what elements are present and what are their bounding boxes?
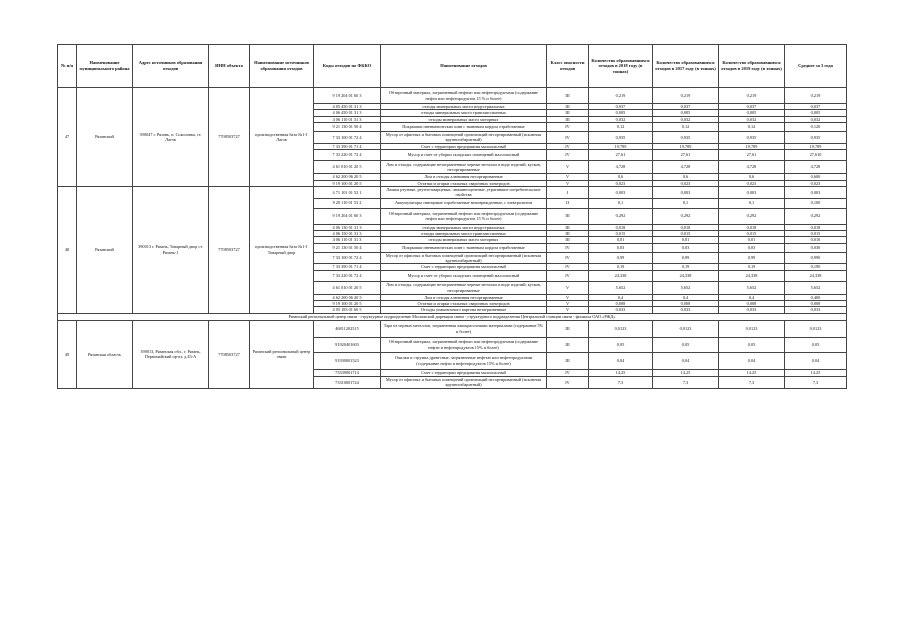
average-cell: 19,789 [785, 143, 847, 149]
value-2019-cell: 0,018 [719, 224, 785, 230]
value-2017-cell: 0,037 [653, 104, 719, 110]
waste-name-cell: Лом и отходы алюминия несортированные [381, 174, 547, 180]
hazard-class-cell: IV [547, 243, 589, 252]
source-cell: производственная база №1-1 Товарный двор [250, 186, 314, 313]
table-row [58, 320, 847, 337]
value-2017-cell: 0,01 [653, 237, 719, 243]
header-fkko: Коды отходов по ФККО [314, 45, 381, 88]
fkko-code-cell: 4 61 010 01 20 5 [314, 161, 381, 174]
value-2019-cell: 0,003 [719, 186, 785, 198]
average-cell: 0,219 [785, 88, 847, 104]
value-2019-cell: 0,032 [719, 116, 785, 122]
fkko-code-cell: 4 62 200 06 20 5 [314, 174, 381, 180]
value-2017-cell: 0,04 [653, 352, 719, 369]
value-2018-cell: 0,032 [589, 116, 653, 122]
value-2017-cell: 27,61 [653, 150, 719, 161]
hazard-class-cell: V [547, 301, 589, 307]
hazard-class-cell: V [547, 281, 589, 294]
average-cell: 0,030 [785, 243, 847, 252]
waste-name-cell: Покрышки пневматических шин с тканевым кордом отработанные [381, 123, 547, 132]
hazard-class-cell: IV [547, 150, 589, 161]
waste-name-cell: отходы минеральных масел индустриальных [381, 104, 547, 110]
waste-name-cell: Смет с территории предприятия малоопасный [381, 143, 547, 149]
average-cell: 0,032 [785, 116, 847, 122]
value-2019-cell: 0,015 [719, 230, 785, 236]
value-2019-cell: 0,008 [719, 301, 785, 307]
value-2018-cell: 0,19 [589, 264, 653, 270]
fkko-code-cell: 4 06 130 01 31 3 [314, 224, 381, 230]
hazard-class-cell: III [547, 337, 589, 352]
average-cell: 0,003 [785, 186, 847, 198]
fkko-code-cell: 9 19 100 01 20 5 [314, 180, 381, 186]
value-2019-cell: 0,6 [719, 174, 785, 180]
hazard-class-cell: V [547, 180, 589, 186]
value-2018-cell: 0,4 [589, 294, 653, 300]
fkko-code-cell: 91920401603 [314, 337, 381, 352]
waste-name-cell: Смет с территории предприятия малоопасный [381, 264, 547, 270]
value-2019-cell: 0,01 [719, 237, 785, 243]
fkko-code-cell: 4 06 110 01 31 3 [314, 116, 381, 122]
hazard-class-cell: III [547, 320, 589, 337]
hazard-class-cell: III [547, 224, 589, 230]
fkko-code-cell: 73339001714 [314, 369, 381, 376]
value-2018-cell: 0,03 [589, 243, 653, 252]
inn-cell: 7708503727 [209, 320, 250, 388]
hazard-class-cell: IV [547, 123, 589, 132]
row-number: 49 [58, 320, 77, 388]
waste-name-cell: Лампы ртутные, ртутно-кварцевые, люминесцентные, утратившие потребительские свойства [381, 186, 547, 198]
waste-name-cell: отходы минеральных масел трансмиссионных [381, 230, 547, 236]
hazard-class-cell: II [547, 198, 589, 208]
value-2019-cell: 0,12 [719, 123, 785, 132]
hazard-class-cell: III [547, 104, 589, 110]
average-cell: 0,023 [785, 180, 847, 186]
value-2017-cell: 0,19 [653, 264, 719, 270]
fkko-code-cell: 4 06 110 01 31 3 [314, 237, 381, 243]
hazard-class-cell: III [547, 352, 589, 369]
waste-name-cell: Лом и отходы, содержащие незагрязненные черные металлы в виде изделий, кусков, несортированные [381, 161, 547, 174]
waste-table [57, 44, 847, 389]
fkko-code-cell: 4 62 200 06 20 5 [314, 294, 381, 300]
average-cell: 0,100 [785, 198, 847, 208]
note-row [58, 313, 847, 320]
hazard-class-cell: III [547, 237, 589, 243]
waste-name-cell: Аккумуляторы свинцовые отработанные неповрежденные, с электролитом [381, 198, 547, 208]
value-2017-cell: 0,023 [653, 180, 719, 186]
value-2018-cell: 7,3 [589, 376, 653, 388]
waste-name-cell: Обтирочный материал, загрязненный нефтью или нефтепродуктами (содержание нефти или нефтепродуктов 15 % и более) [381, 88, 547, 104]
waste-name-cell: Тара из черных металлов, загрязненная лакокрасочными материалами (содержание 5% и более) [381, 320, 547, 337]
value-2017-cell: 0,003 [653, 186, 719, 198]
value-2017-cell: 0,4 [653, 294, 719, 300]
waste-name-cell: Мусор от офисных и бытовых помещений организаций несортированный (исключая крупногабаритный) [381, 376, 547, 388]
value-2017-cell: 0,6 [653, 174, 719, 180]
value-2019-cell: 14,25 [719, 369, 785, 376]
organization-note: Рязанский региональный центр связи - структурное подразделение Московской дирекции связи - структурного подразделения Центральной станции связи - филиала ОАО «РЖД» [58, 313, 847, 320]
value-2018-cell: 0,6 [589, 174, 653, 180]
value-2019-cell: 24,338 [719, 270, 785, 281]
hazard-class-cell: V [547, 294, 589, 300]
average-cell: 0,0123 [785, 320, 847, 337]
value-2017-cell: 0,05 [653, 337, 719, 352]
value-2017-cell: 4,728 [653, 161, 719, 174]
header-waste-name: Наименование отходов [381, 45, 547, 88]
hazard-class-cell: IV [547, 270, 589, 281]
district-cell: Рязанская область [77, 320, 133, 388]
waste-name-cell: Лом и отходы алюминия несортированные [381, 294, 547, 300]
value-2018-cell: 5,652 [589, 281, 653, 294]
source-cell: производственная база №1-1 Лагов [250, 88, 314, 187]
hazard-class-cell: III [547, 110, 589, 116]
waste-name-cell: Мусор и смет от уборки складских помещений малоопасный [381, 270, 547, 281]
waste-name-cell: Обтирочный материал, загрязненный нефтью или нефтепродуктами (содержание нефти или нефтепродуктов 15 % и более) [381, 208, 547, 224]
header-inn: ИНН объекта [209, 45, 250, 88]
header-address: Адрес источников образования отходов [133, 45, 209, 88]
value-2018-cell: 0,1 [589, 198, 653, 208]
value-2019-cell: 19,789 [719, 143, 785, 149]
value-2018-cell: 0,05 [589, 337, 653, 352]
value-2017-cell: 0,033 [653, 307, 719, 313]
header-hazard-class: Класс опасности отходов [547, 45, 589, 88]
fkko-code-cell: 7 33 390 01 71 4 [314, 143, 381, 149]
value-2018-cell: 0,003 [589, 186, 653, 198]
fkko-code-cell: 4 61 010 01 20 5 [314, 281, 381, 294]
value-2019-cell: 0,04 [719, 352, 785, 369]
fkko-code-cell: 4 06 150 01 31 3 [314, 230, 381, 236]
header-2017: Количество образовавшихся отходов в 2017 году (в тоннах) [653, 45, 719, 88]
value-2018-cell: 0,008 [589, 301, 653, 307]
value-2019-cell: 0,05 [719, 337, 785, 352]
value-2019-cell: 0,037 [719, 104, 785, 110]
value-2017-cell: 0,292 [653, 208, 719, 224]
table-row [58, 88, 847, 104]
waste-name-cell: Мусор и смет от уборки складских помещений малоопасный [381, 150, 547, 161]
average-cell: 0,018 [785, 224, 847, 230]
value-2018-cell: 0,99 [589, 252, 653, 264]
waste-name-cell: отходы минеральных масел моторных [381, 116, 547, 122]
fkko-code-cell: 9 19 204 01 60 3 [314, 88, 381, 104]
average-cell: 0,037 [785, 104, 847, 110]
fkko-code-cell: 7 33 220 01 72 4 [314, 150, 381, 161]
average-cell: 0,05 [785, 337, 847, 352]
average-cell: 27,610 [785, 150, 847, 161]
value-2017-cell: 0,99 [653, 252, 719, 264]
value-2017-cell: 0,0123 [653, 320, 719, 337]
value-2017-cell: 0,005 [653, 110, 719, 116]
average-cell: 0,600 [785, 174, 847, 180]
hazard-class-cell: III [547, 116, 589, 122]
waste-name-cell: отходы минеральных масел трансмиссионных [381, 110, 547, 116]
value-2017-cell: 0,008 [653, 301, 719, 307]
value-2019-cell: 0,19 [719, 264, 785, 270]
value-2018-cell: 0,935 [589, 132, 653, 144]
hazard-class-cell: V [547, 161, 589, 174]
hazard-class-cell: IV [547, 376, 589, 388]
waste-name-cell: отходы минеральных масел индустриальных [381, 224, 547, 230]
hazard-class-cell: IV [547, 369, 589, 376]
value-2018-cell: 19,789 [589, 143, 653, 149]
average-cell: 0,190 [785, 264, 847, 270]
row-number: 47 [58, 88, 77, 187]
address-cell: 390047 г. Рязань, п. Соколовка, ст. Лагов [133, 88, 209, 187]
hazard-class-cell: V [547, 174, 589, 180]
district-cell: Рязанский [77, 88, 133, 187]
average-cell: 24,338 [785, 270, 847, 281]
average-cell: 0,008 [785, 301, 847, 307]
hazard-class-cell: IV [547, 132, 589, 144]
average-cell: 4,728 [785, 161, 847, 174]
value-2019-cell: 0,219 [719, 88, 785, 104]
value-2018-cell: 27,61 [589, 150, 653, 161]
value-2017-cell: 0,03 [653, 243, 719, 252]
value-2018-cell: 0,12 [589, 123, 653, 132]
value-2019-cell: 0,4 [719, 294, 785, 300]
average-cell: 0,935 [785, 132, 847, 144]
average-cell: 7,3 [785, 376, 847, 388]
header-source: Наименование источников образования отходов [250, 45, 314, 88]
average-cell: 5,652 [785, 281, 847, 294]
waste-name-cell: Остатки и огарки стальных сварочных электродов [381, 301, 547, 307]
value-2018-cell: 0,037 [589, 104, 653, 110]
header-district: Наименование муниципального района [77, 45, 133, 88]
inn-cell: 7708503727 [209, 88, 250, 187]
value-2017-cell: 0,1 [653, 198, 719, 208]
value-2018-cell: 0,033 [589, 307, 653, 313]
fkko-code-cell: 9 21 130 01 50 4 [314, 243, 381, 252]
address-cell: 390013 г. Рязань, Товарный двор ст. Рязань-1 [133, 186, 209, 313]
waste-name-cell: Опилки и стружка древесные, загрязненные нефтью или нефтепродуктами (содержание нефти и нефтепродуктов 15% и более) [381, 352, 547, 369]
value-2019-cell: 5,652 [719, 281, 785, 294]
inn-cell: 7708503727 [209, 186, 250, 313]
average-cell: 0,04 [785, 352, 847, 369]
average-cell: 0,005 [785, 110, 847, 116]
fkko-code-cell: 9 21 130 01 50 4 [314, 123, 381, 132]
value-2017-cell: 24,338 [653, 270, 719, 281]
waste-name-cell: Покрышки пневматических шин с тканевым кордом отработанные [381, 243, 547, 252]
district-cell: Рязанский [77, 186, 133, 313]
average-cell: 0,033 [785, 307, 847, 313]
value-2018-cell: 0,023 [589, 180, 653, 186]
average-cell: 0,015 [785, 230, 847, 236]
value-2019-cell: 0,033 [719, 307, 785, 313]
address-cell: 390013, Рязанская обл., г. Рязань, Первомайский пр-кт, д.43-А [133, 320, 209, 388]
value-2019-cell: 0,0123 [719, 320, 785, 337]
header-average: Среднее за 3 года [785, 45, 847, 88]
fkko-code-cell: 9 19 204 01 60 3 [314, 208, 381, 224]
average-cell: 14,25 [785, 369, 847, 376]
source-cell: Рязанский региональный центр связи [250, 320, 314, 388]
value-2019-cell: 0,005 [719, 110, 785, 116]
average-cell: 0,292 [785, 208, 847, 224]
fkko-code-cell: 4 05 183 01 60 5 [314, 307, 381, 313]
waste-name-cell: Остатки и огарки стальных сварочных электродов [381, 180, 547, 186]
value-2018-cell: 0,292 [589, 208, 653, 224]
header-2018: Количество образовавшихся отходов в 2018 году (в тоннах) [589, 45, 653, 88]
hazard-class-cell: IV [547, 264, 589, 270]
header-row [58, 45, 847, 88]
value-2018-cell: 0,015 [589, 230, 653, 236]
value-2019-cell: 0,03 [719, 243, 785, 252]
fkko-code-cell: 7 33 100 01 72 4 [314, 252, 381, 264]
value-2017-cell: 0,12 [653, 123, 719, 132]
value-2018-cell: 24,338 [589, 270, 653, 281]
table-row [58, 186, 847, 198]
hazard-class-cell: IV [547, 143, 589, 149]
value-2018-cell: 0,0123 [589, 320, 653, 337]
hazard-class-cell: I [547, 186, 589, 198]
fkko-code-cell: 7 33 220 01 72 4 [314, 270, 381, 281]
hazard-class-cell: III [547, 208, 589, 224]
header-num: № п/п [58, 45, 77, 88]
fkko-code-cell: 4 05 450 01 31 3 [314, 104, 381, 110]
row-number: 48 [58, 186, 77, 313]
waste-name-cell: Мусор от офисных и бытовых помещений организаций несортированный (исключая крупногабаритный) [381, 252, 547, 264]
value-2017-cell: 0,015 [653, 230, 719, 236]
table-body [58, 88, 847, 389]
average-cell: 0,400 [785, 294, 847, 300]
value-2019-cell: 0,99 [719, 252, 785, 264]
value-2019-cell: 4,728 [719, 161, 785, 174]
value-2018-cell: 0,219 [589, 88, 653, 104]
value-2017-cell: 14,25 [653, 369, 719, 376]
value-2017-cell: 0,018 [653, 224, 719, 230]
value-2017-cell: 0,219 [653, 88, 719, 104]
value-2019-cell: 27,61 [719, 150, 785, 161]
value-2017-cell: 0,032 [653, 116, 719, 122]
hazard-class-cell: III [547, 230, 589, 236]
value-2019-cell: 0,1 [719, 198, 785, 208]
waste-name-cell: Смет с территории предприятия малоопасный [381, 369, 547, 376]
fkko-code-cell: 91930001523 [314, 352, 381, 369]
waste-name-cell: Мусор от офисных и бытовых помещений организаций несортированный (исключая крупногабаритный) [381, 132, 547, 144]
header-2019: Количество образовавшихся отходов в 2019 году (в тоннах) [719, 45, 785, 88]
value-2019-cell: 0,023 [719, 180, 785, 186]
fkko-code-cell: 9 19 100 01 20 5 [314, 301, 381, 307]
average-cell: 0,120 [785, 123, 847, 132]
fkko-code-cell: 4 06 450 01 31 3 [314, 110, 381, 116]
fkko-code-cell: 7 33 390 01 71 4 [314, 264, 381, 270]
value-2018-cell: 0,01 [589, 237, 653, 243]
average-cell: 0,010 [785, 237, 847, 243]
average-cell: 0,990 [785, 252, 847, 264]
waste-name-cell: Отходы упаковочного картона незагрязненные [381, 307, 547, 313]
waste-name-cell: Обтирочный материал, загрязненный нефтью или нефтепродуктами (содержание нефти и нефтепродуктов 15% и более) [381, 337, 547, 352]
fkko-code-cell: 9 20 110 01 53 2 [314, 198, 381, 208]
value-2018-cell: 14,25 [589, 369, 653, 376]
fkko-code-cell: 73310001724 [314, 376, 381, 388]
value-2018-cell: 4,728 [589, 161, 653, 174]
waste-name-cell: Лом и отходы, содержащие незагрязненные черные металлы в виде изделий, кусков, несортированные [381, 281, 547, 294]
hazard-class-cell: V [547, 307, 589, 313]
value-2019-cell: 0,935 [719, 132, 785, 144]
hazard-class-cell: IV [547, 252, 589, 264]
value-2017-cell: 7,3 [653, 376, 719, 388]
waste-name-cell: отходы минеральных масел моторных [381, 237, 547, 243]
value-2019-cell: 0,292 [719, 208, 785, 224]
fkko-code-cell: 4 71 101 01 52 1 [314, 186, 381, 198]
value-2017-cell: 0,935 [653, 132, 719, 144]
hazard-class-cell: III [547, 88, 589, 104]
value-2018-cell: 0,018 [589, 224, 653, 230]
fkko-code-cell: 46811202515 [314, 320, 381, 337]
value-2018-cell: 0,005 [589, 110, 653, 116]
value-2017-cell: 5,652 [653, 281, 719, 294]
value-2018-cell: 0,04 [589, 352, 653, 369]
value-2017-cell: 19,789 [653, 143, 719, 149]
value-2019-cell: 7,3 [719, 376, 785, 388]
fkko-code-cell: 7 33 100 01 72 4 [314, 132, 381, 144]
